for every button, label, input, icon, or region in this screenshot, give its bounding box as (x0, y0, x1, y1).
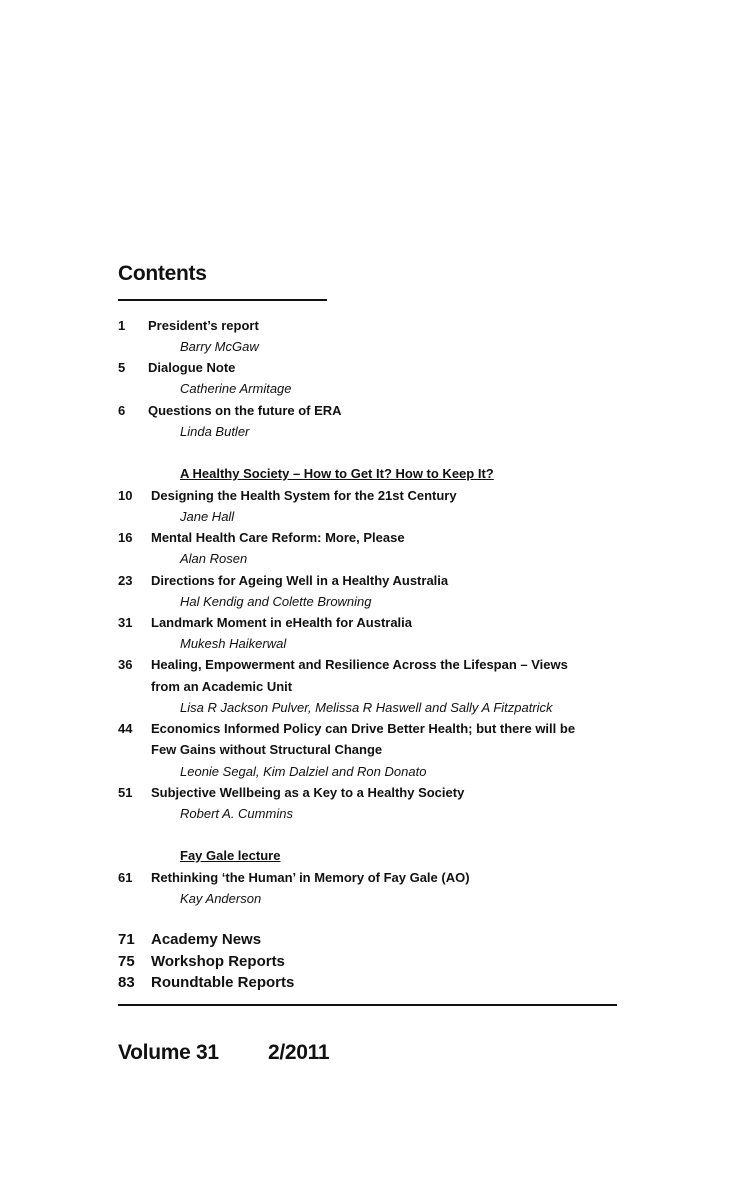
entry-page-number: 23 (118, 573, 133, 588)
entry-title[interactable]: Rethinking ‘the Human’ in Memory of Fay Gale (AO) (151, 870, 470, 885)
entry-title[interactable]: Roundtable Reports (151, 974, 295, 991)
entry-author: Robert A. Cummins (180, 806, 293, 821)
entry-title[interactable]: Subjective Wellbeing as a Key to a Healthy Society (151, 785, 465, 800)
entry-page-number: 6 (118, 403, 126, 418)
entry-title[interactable]: Designing the Health System for the 21st Century (151, 488, 457, 503)
entry-page-number: 1 (118, 318, 126, 333)
entry-page-number: 16 (118, 530, 133, 545)
entry-author: Catherine Armitage (180, 381, 292, 396)
entry-author: Leonie Segal, Kim Dalziel and Ron Donato (180, 764, 427, 779)
volume-label: Volume 31 (118, 1041, 219, 1064)
section-heading: Fay Gale lecture (180, 848, 281, 863)
entry-title[interactable]: Questions on the future of ERA (148, 403, 342, 418)
entry-title[interactable]: Directions for Ageing Well in a Healthy Australia (151, 573, 449, 588)
entry-author: Lisa R Jackson Pulver, Melissa R Haswell and Sally A Fitzpatrick (180, 700, 553, 715)
entry-page-number: 36 (118, 657, 133, 672)
issue-label: 2/2011 (268, 1041, 330, 1064)
entry-title[interactable]: Mental Health Care Reform: More, Please (151, 530, 405, 545)
entry-author: Jane Hall (180, 509, 235, 524)
entry-page-number: 44 (118, 721, 133, 736)
entry-page-number: 83 (118, 974, 135, 991)
entry-title[interactable]: Dialogue Note (148, 360, 236, 375)
entry-title-continued[interactable]: Few Gains without Structural Change (151, 742, 383, 757)
entry-page-number: 31 (118, 615, 133, 630)
entry-title[interactable]: Academy News (151, 931, 262, 948)
entry-title[interactable]: Healing, Empowerment and Resilience Across the Lifespan – Views (151, 657, 568, 672)
entry-page-number: 71 (118, 931, 135, 948)
entry-page-number: 51 (118, 785, 133, 800)
entry-page-number: 61 (118, 870, 133, 885)
entry-author: Kay Anderson (180, 891, 262, 906)
section-heading: A Healthy Society – How to Get It? How to Keep It? (180, 466, 494, 481)
heading-rule (118, 299, 327, 301)
entry-title[interactable]: President’s report (148, 318, 259, 333)
entry-author: Alan Rosen (180, 551, 248, 566)
entry-title[interactable]: Economics Informed Policy can Drive Better Health; but there will be (151, 721, 576, 736)
entry-author: Hal Kendig and Colette Browning (180, 594, 372, 609)
entry-title-continued[interactable]: from an Academic Unit (151, 679, 293, 694)
entry-title[interactable]: Landmark Moment in eHealth for Australia (151, 615, 413, 630)
entry-page-number: 10 (118, 488, 133, 503)
entry-author: Mukesh Haikerwal (180, 636, 287, 651)
entry-page-number: 75 (118, 953, 135, 970)
entry-page-number: 5 (118, 360, 126, 375)
entry-author: Linda Butler (180, 424, 250, 439)
contents-heading: Contents (118, 262, 207, 285)
entry-author: Barry McGaw (180, 339, 259, 354)
entry-title[interactable]: Workshop Reports (151, 953, 285, 970)
footer-rule (118, 1004, 617, 1006)
